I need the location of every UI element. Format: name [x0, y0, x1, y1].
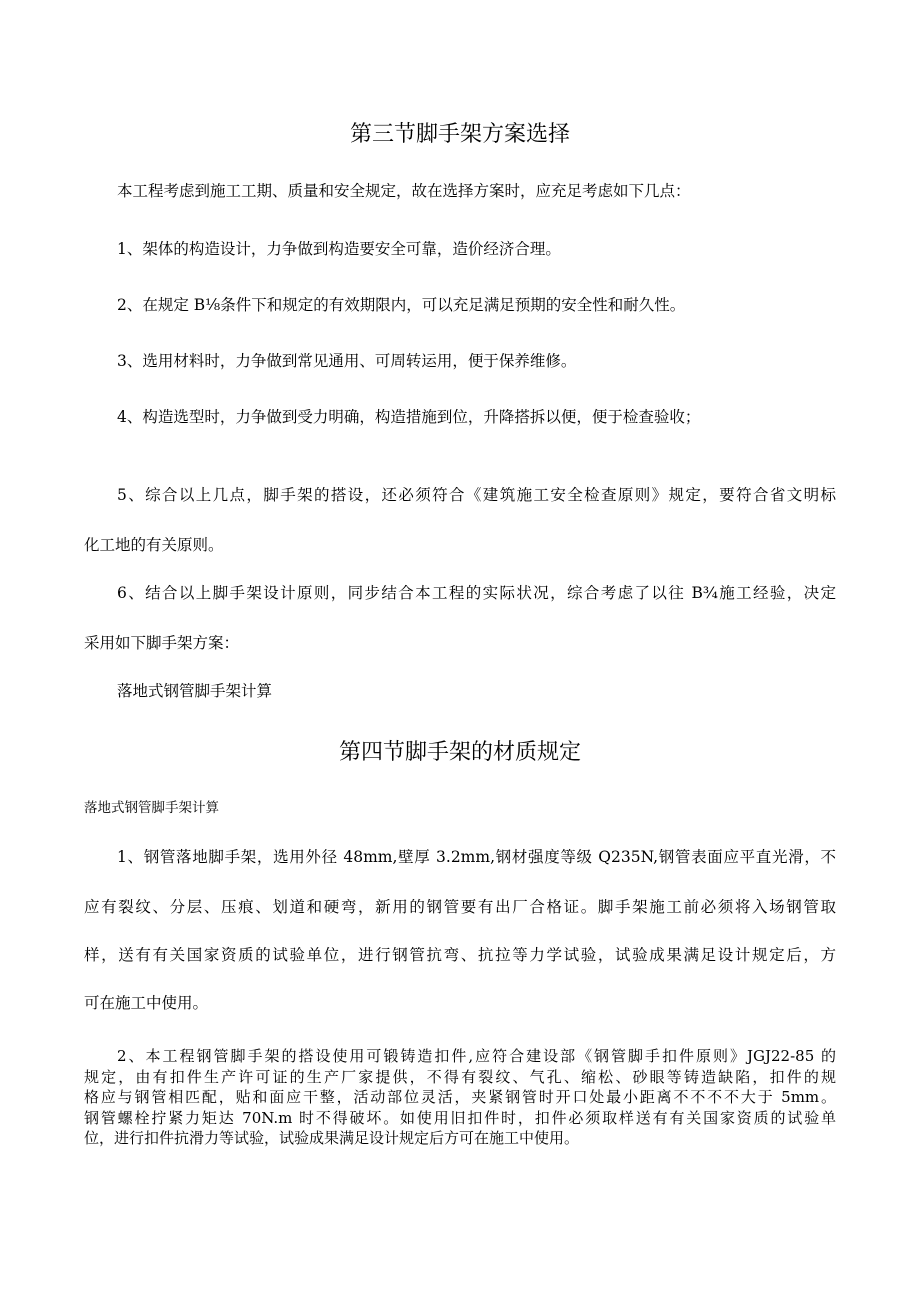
section4-p1-line-4: 可在施工中使用。	[84, 994, 209, 1012]
section4-p2-line-5: 位，进行扣件抗滑力等试验，试验成果满足设计规定后方可在施工中使用。	[84, 1129, 580, 1147]
section4-p2-line-4: 钢管螺栓拧紧力矩达 70N.m 时不得破坏。如使用旧扣件时，扣件必须取样送有有关国家资质的试验单	[84, 1108, 836, 1127]
section4-subtitle: 落地式钢管脚手架计算	[84, 800, 219, 816]
section3-scheme: 落地式钢管脚手架计算	[117, 682, 273, 700]
section3-item-1: 1、架体的构造设计，力争做到构造要安全可靠，造价经济合理。	[117, 240, 561, 258]
section4-p1-line-3: 样，送有有关国家资质的试验单位，进行钢管抗弯、抗拉等力学试验，试验成果满足设计规定后，方	[84, 946, 836, 964]
section4-p2-line-3: 格应与钢管相匹配，贴和面应干整，活动部位灵活，夹紧钢管时开口处最小距离不不不不大于 5mm。	[84, 1088, 836, 1106]
section4-p2	[84, 1046, 836, 1149]
section3-item-3: 3、选用材料时，力争做到常见通用、可周转运用，便于保养维修。	[117, 352, 577, 370]
section4-p2-line-1: 2、本工程钢管脚手架的搭设使用可锻铸造扣件,应符合建设部《钢管脚手扣件原则》JGJ22-85 的	[117, 1047, 836, 1065]
section3-item-4: 4、构造选型时，力争做到受力明确，构造措施到位，升降搭拆以便，便于检查验收；	[117, 408, 701, 426]
section4-p1-line-2: 应有裂纹、分层、压痕、划道和硬弯，新用的钢管要有出厂合格证。脚手架施工前必须将入场钢管取	[84, 898, 836, 916]
section3-item-5-line-2: 化工地的有关原则。	[84, 536, 224, 554]
section3-item-6-line-1: 6、结合以上脚手架设计原则，同步结合本工程的实际状况，综合考虑了以往 B¾施工经验，决定	[117, 584, 836, 602]
section3-item-6-line-2: 采用如下脚手架方案：	[84, 634, 240, 652]
section4-title: 第四节脚手架的材质规定	[338, 740, 581, 765]
section3-item-2: 2、在规定 B⅛条件下和规定的有效期限内，可以充足满足预期的安全性和耐久性。	[117, 296, 686, 314]
section3-title: 第三节脚手架方案选择	[349, 122, 570, 147]
section3-intro: 本工程考虑到施工工期、质量和安全规定，故在选择方案时，应充足考虑如下几点：	[117, 182, 691, 200]
section3-item-5-line-1: 5、综合以上几点，脚手架的搭设，还必须符合《建筑施工安全检查原则》规定，要符合省文明标	[117, 486, 836, 504]
section4-p2-line-2: 规定，由有扣件生产许可证的生产厂家提供，不得有裂纹、气孔、缩松、砂眼等铸造缺陷，扣件的规	[84, 1067, 836, 1086]
section4-p1-line-1: 1、钢管落地脚手架，选用外径 48mm,壁厚 3.2mm,钢材强度等级 Q235N,钢管表面应平直光滑，不	[117, 848, 836, 866]
